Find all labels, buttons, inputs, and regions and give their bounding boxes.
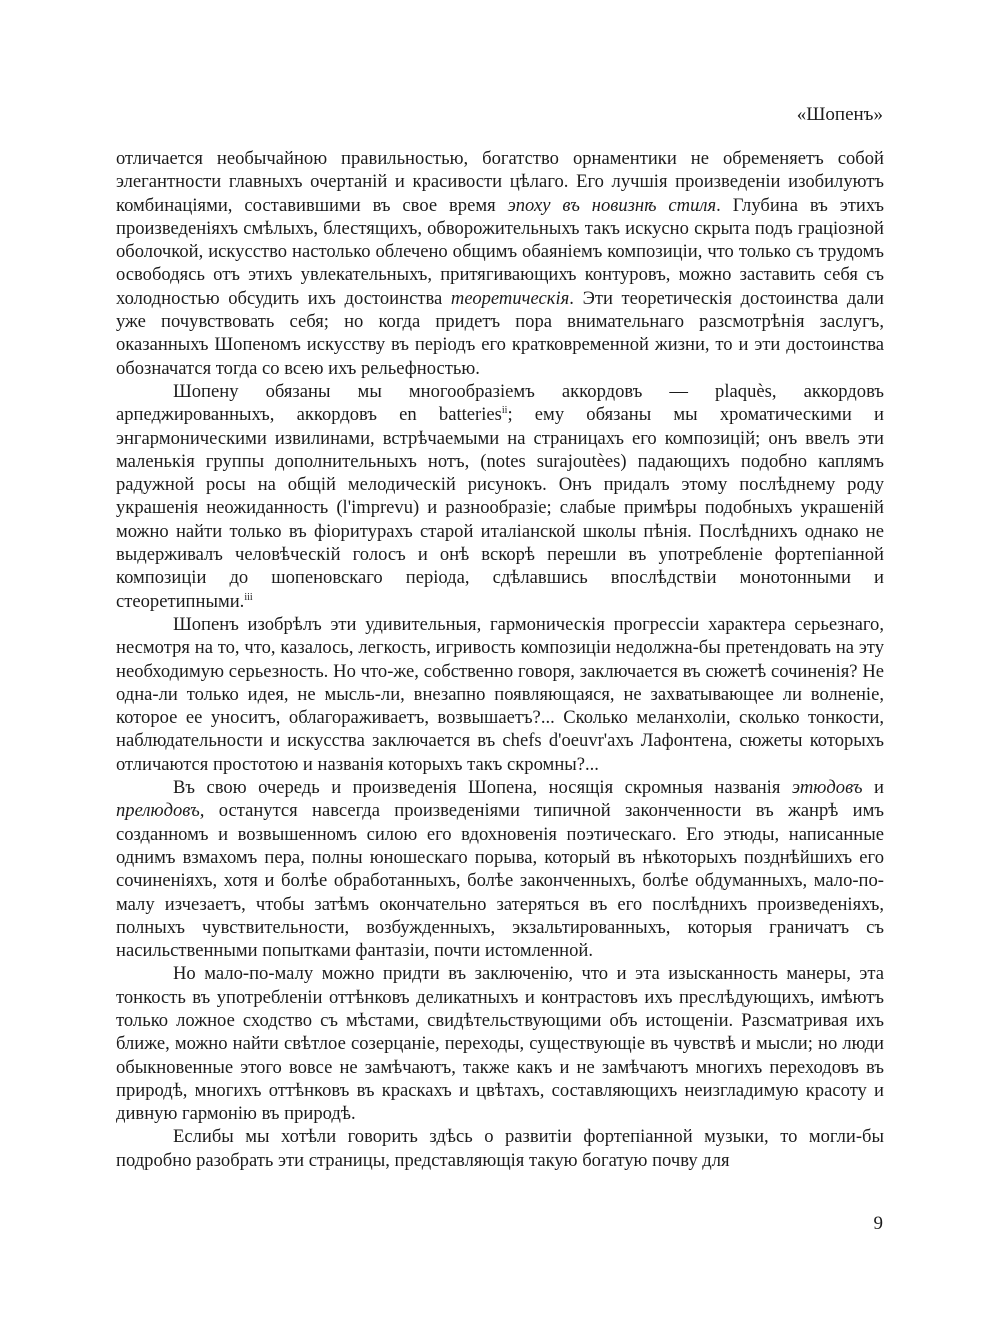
text-run: Шопену обязаны мы многообразіемъ аккордовъ — plaquès, аккордовъ арпеджированныхъ, аккордовъ en batteries [116,380,884,426]
body-text [116,147,884,1172]
text-run: Но мало-по-малу можно придти въ заключенію, что и эта изысканность манеры, эта тонкость въ употребленіи оттѣнковъ деликатныхъ и контрастовъ ихъ преслѣдующихъ, имѣютъ только ложное сходство съ мѣстами, свидѣтельствующими объ истощеніи. Разсматривая ихъ ближе, можно найти свѣтлое созерцаніе, переходы, существующіе въ чувствѣ и мысли; но люди обыкновенные этого вовсе не замѣчаютъ, также какъ и не замѣчаютъ многихъ переходовъ въ природѣ, многихъ оттѣнковъ въ краскахъ и цвѣтахъ, составляющихъ неизгладимую красоту и дивную гармонію въ природѣ. [116,963,884,1125]
footnote-marker[interactable]: iii [244,591,253,603]
running-title: «Шопенъ» [796,104,883,125]
text-run: Въ свою очередь и произведенія Шопена, носящія скромныя названія [173,777,792,799]
paragraph [116,380,884,613]
italic-text-run: прелюдовъ, [116,800,205,822]
italic-text-run: теоретическія [450,287,570,309]
text-run: Еслибы мы хотѣли говорить здѣсь о развитіи фортепіанной музыки, то могли-бы подробно разобрать эти страницы, представляющія такую богатую почву для [116,1126,884,1171]
footnote-marker[interactable]: ii [501,405,508,417]
paragraph [116,1125,884,1172]
italic-text-run: этюдовъ [791,777,863,799]
text-run: Шопенъ изобрѣлъ эти удивительныя, гармоническія прогрессіи характера серьезнаго, несмотря на то, что, казалось, легкость, игривость композиціи недолжна-бы претендовать на эту необходимую серьезность. Но что-же, собственно говоря, заключается въ сюжетѣ сочиненія? Не одна-ли только идея, не мысль-ли, внезапно появляющаяся, не захватывающее ли волненіе, которое ее уноситъ, облагораживаетъ, возвышаетъ?... Сколько меланхоліи, сколько тонкости, наблюдательности и искусства заключается въ chefs d'oeuvr'ахъ Лафонтена, сюжеты которыхъ отличаются простотою и названія которыхъ такъ скромны?... [116,613,884,775]
paragraph [116,147,884,380]
text-run: ; ему обязаны мы хроматическими и энгармоническими извилинами, встрѣчаемыми на страницахъ его композицій; онъ ввелъ эти маленькія группы дополнительныхъ нотъ, (notes surajoutèes) падающихъ подобно каплямъ радужной росы на общій мелодическій рисунокъ. Онъ придалъ этому послѣднему роду украшенія неожиданность (l'imprevu) и разнообразіе; слабые примѣры подобныхъ украшеній можно найти только въ фіоритурахъ старой италіанской школы пѣнія. Послѣднихъ однако не выдерживалъ человѣческій голосъ и онѣ вскорѣ перешли въ употребленіе фортепіанной композиціи до шопеновскаго періода, сдѣлавшись впослѣдствіи монотонными и стеоретипными. [116,404,884,612]
paragraph [116,613,884,776]
paragraph [116,962,884,1125]
text-run: отличается необычайною правильностью, богатство орнаментики не обременяетъ собой элегантности главныхъ очертаній и красивости цѣлаго. Его лучшія произведеніи изобилуютъ комбинаціями, составившими въ свое время [116,148,884,216]
italic-text-run: эпоху въ новизнѣ стиля [507,194,717,216]
text-run: . Эти теоретическія достоинства дали уже почувствовать себя; но когда придетъ пора внимательнаго разсмотрѣнія заслугъ, оказанныхъ Шопеномъ искусству въ періодъ его кратковременной жизни, то и эти достоинства обозначатся тогда со всею ихъ рельефностью. [116,287,884,379]
paragraph [116,776,884,962]
page-number: 9 [873,1213,883,1234]
text-run: останутся навсегда произведеніями типичной законченности въ жанрѣ имъ созданномъ и возвышенномъ силою его вдохновенія поэтическаго. Его этюды, написанные однимъ взмахомъ пера, полны юношескаго порыва, который въ нѣкоторыхъ позднѣйшихъ его сочиненіяхъ, хотя и болѣе обработанныхъ, болѣе законченныхъ, болѣе обдуманныхъ, мало-по-малу изчезаетъ, чтобы затѣмъ окончательно затеряться въ его послѣднихъ произведеніяхъ, полныхъ чувствительности, возбужденныхъ, экзальтированныхъ, которыя граничатъ съ насильственными попытками фантазіи, почти истомленной. [116,800,884,962]
text-run: и [862,777,884,799]
text-run: . Глубина въ этихъ произведеніяхъ смѣлыхъ, блестящихъ, обворожительныхъ такъ искусно скрыта подъ граціозной оболочкой, искусство настолько облечено общимъ обаяніемъ композиціи, что только съ трудомъ освободясь отъ этихъ увлекательныхъ, притягивающихъ контуровъ, можно заставить себя съ холодностью обсудить ихъ достоинства [116,194,884,309]
